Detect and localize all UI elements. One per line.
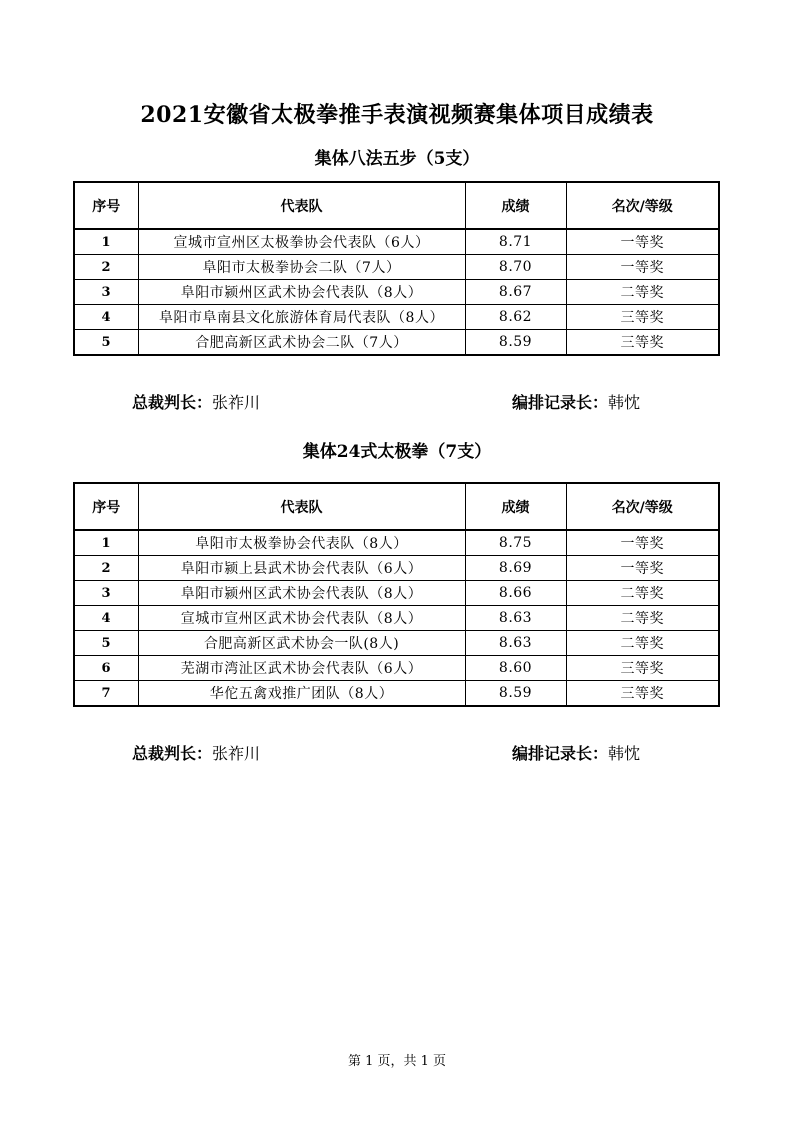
row-no: 4 <box>74 606 138 631</box>
row-score: 8.75 <box>465 530 566 556</box>
chief-referee-label: 总裁判长： <box>132 744 213 763</box>
row-team: 阜阳市颍上县武术协会代表队（6人） <box>138 556 465 581</box>
table-row <box>74 581 719 606</box>
recorder-name: 韩忱 <box>608 393 641 412</box>
row-rank: 二等奖 <box>566 581 719 606</box>
table-row <box>74 330 719 356</box>
page-number: 第 1 页，共 1 页 <box>347 1054 447 1069</box>
recorder-label: 编排记录长： <box>512 393 609 412</box>
row-no: 5 <box>74 330 138 356</box>
row-no: 3 <box>74 581 138 606</box>
table-row <box>74 631 719 656</box>
row-score: 8.66 <box>465 581 566 606</box>
row-rank: 二等奖 <box>566 280 719 305</box>
row-no: 6 <box>74 656 138 681</box>
chief-referee-signature-2 <box>132 743 260 765</box>
results-table-2 <box>73 482 720 707</box>
row-score: 8.69 <box>465 556 566 581</box>
chief-referee-label: 总裁判长： <box>132 393 213 412</box>
row-no: 7 <box>74 681 138 707</box>
row-team: 宣城市宣州区太极拳协会代表队（6人） <box>138 229 465 255</box>
row-score: 8.60 <box>465 656 566 681</box>
row-score: 8.62 <box>465 305 566 330</box>
row-no: 4 <box>74 305 138 330</box>
table-row <box>74 305 719 330</box>
table-row <box>74 606 719 631</box>
section-title-1: 集体八法五步（5支） <box>314 149 480 169</box>
row-no: 3 <box>74 280 138 305</box>
row-team: 合肥高新区武术协会一队(8人) <box>138 631 465 656</box>
table-row <box>74 280 719 305</box>
row-no: 1 <box>74 229 138 255</box>
table-row <box>74 255 719 280</box>
row-rank: 三等奖 <box>566 656 719 681</box>
table-row <box>74 681 719 707</box>
header-team: 代表队 <box>138 483 465 530</box>
header-rank: 名次/等级 <box>566 182 719 229</box>
row-team: 阜阳市阜南县文化旅游体育局代表队（8人） <box>138 305 465 330</box>
table-row <box>74 656 719 681</box>
row-no: 1 <box>74 530 138 556</box>
row-score: 8.70 <box>465 255 566 280</box>
row-rank: 二等奖 <box>566 606 719 631</box>
table-header-row <box>74 483 719 530</box>
row-rank: 一等奖 <box>566 556 719 581</box>
row-team: 阜阳市太极拳协会二队（7人） <box>138 255 465 280</box>
header-team: 代表队 <box>138 182 465 229</box>
row-score: 8.67 <box>465 280 566 305</box>
row-score: 8.59 <box>465 330 566 356</box>
row-rank: 三等奖 <box>566 681 719 707</box>
results-table-1 <box>73 181 720 356</box>
row-score: 8.63 <box>465 606 566 631</box>
row-no: 2 <box>74 255 138 280</box>
document-title: 2021安徽省太极拳推手表演视频赛集体项目成绩表 <box>140 102 654 128</box>
chief-referee-name: 张祚川 <box>212 393 261 412</box>
row-no: 5 <box>74 631 138 656</box>
row-team: 阜阳市颍州区武术协会代表队（8人） <box>138 280 465 305</box>
row-rank: 一等奖 <box>566 229 719 255</box>
section-title-2: 集体24式太极拳（7支） <box>302 442 492 462</box>
row-rank: 一等奖 <box>566 530 719 556</box>
row-no: 2 <box>74 556 138 581</box>
row-team: 芜湖市湾沚区武术协会代表队（6人） <box>138 656 465 681</box>
recorder-signature-1 <box>512 392 640 414</box>
row-rank: 二等奖 <box>566 631 719 656</box>
row-rank: 三等奖 <box>566 305 719 330</box>
header-no: 序号 <box>74 483 138 530</box>
row-team: 宣城市宣州区武术协会代表队（8人） <box>138 606 465 631</box>
recorder-label: 编排记录长： <box>512 744 609 763</box>
recorder-signature-2 <box>512 743 640 765</box>
table-header-row <box>74 182 719 229</box>
header-rank: 名次/等级 <box>566 483 719 530</box>
table-row <box>74 229 719 255</box>
table-row <box>74 556 719 581</box>
row-score: 8.71 <box>465 229 566 255</box>
row-rank: 一等奖 <box>566 255 719 280</box>
row-team: 阜阳市太极拳协会代表队（8人） <box>138 530 465 556</box>
row-score: 8.63 <box>465 631 566 656</box>
header-score: 成绩 <box>465 182 566 229</box>
recorder-name: 韩忱 <box>608 744 641 763</box>
row-score: 8.59 <box>465 681 566 707</box>
row-rank: 三等奖 <box>566 330 719 356</box>
chief-referee-signature-1 <box>132 392 260 414</box>
chief-referee-name: 张祚川 <box>212 744 261 763</box>
row-team: 华佗五禽戏推广团队（8人） <box>138 681 465 707</box>
table-row <box>74 530 719 556</box>
row-team: 阜阳市颍州区武术协会代表队（8人） <box>138 581 465 606</box>
header-no: 序号 <box>74 182 138 229</box>
row-team: 合肥高新区武术协会二队（7人） <box>138 330 465 356</box>
header-score: 成绩 <box>465 483 566 530</box>
